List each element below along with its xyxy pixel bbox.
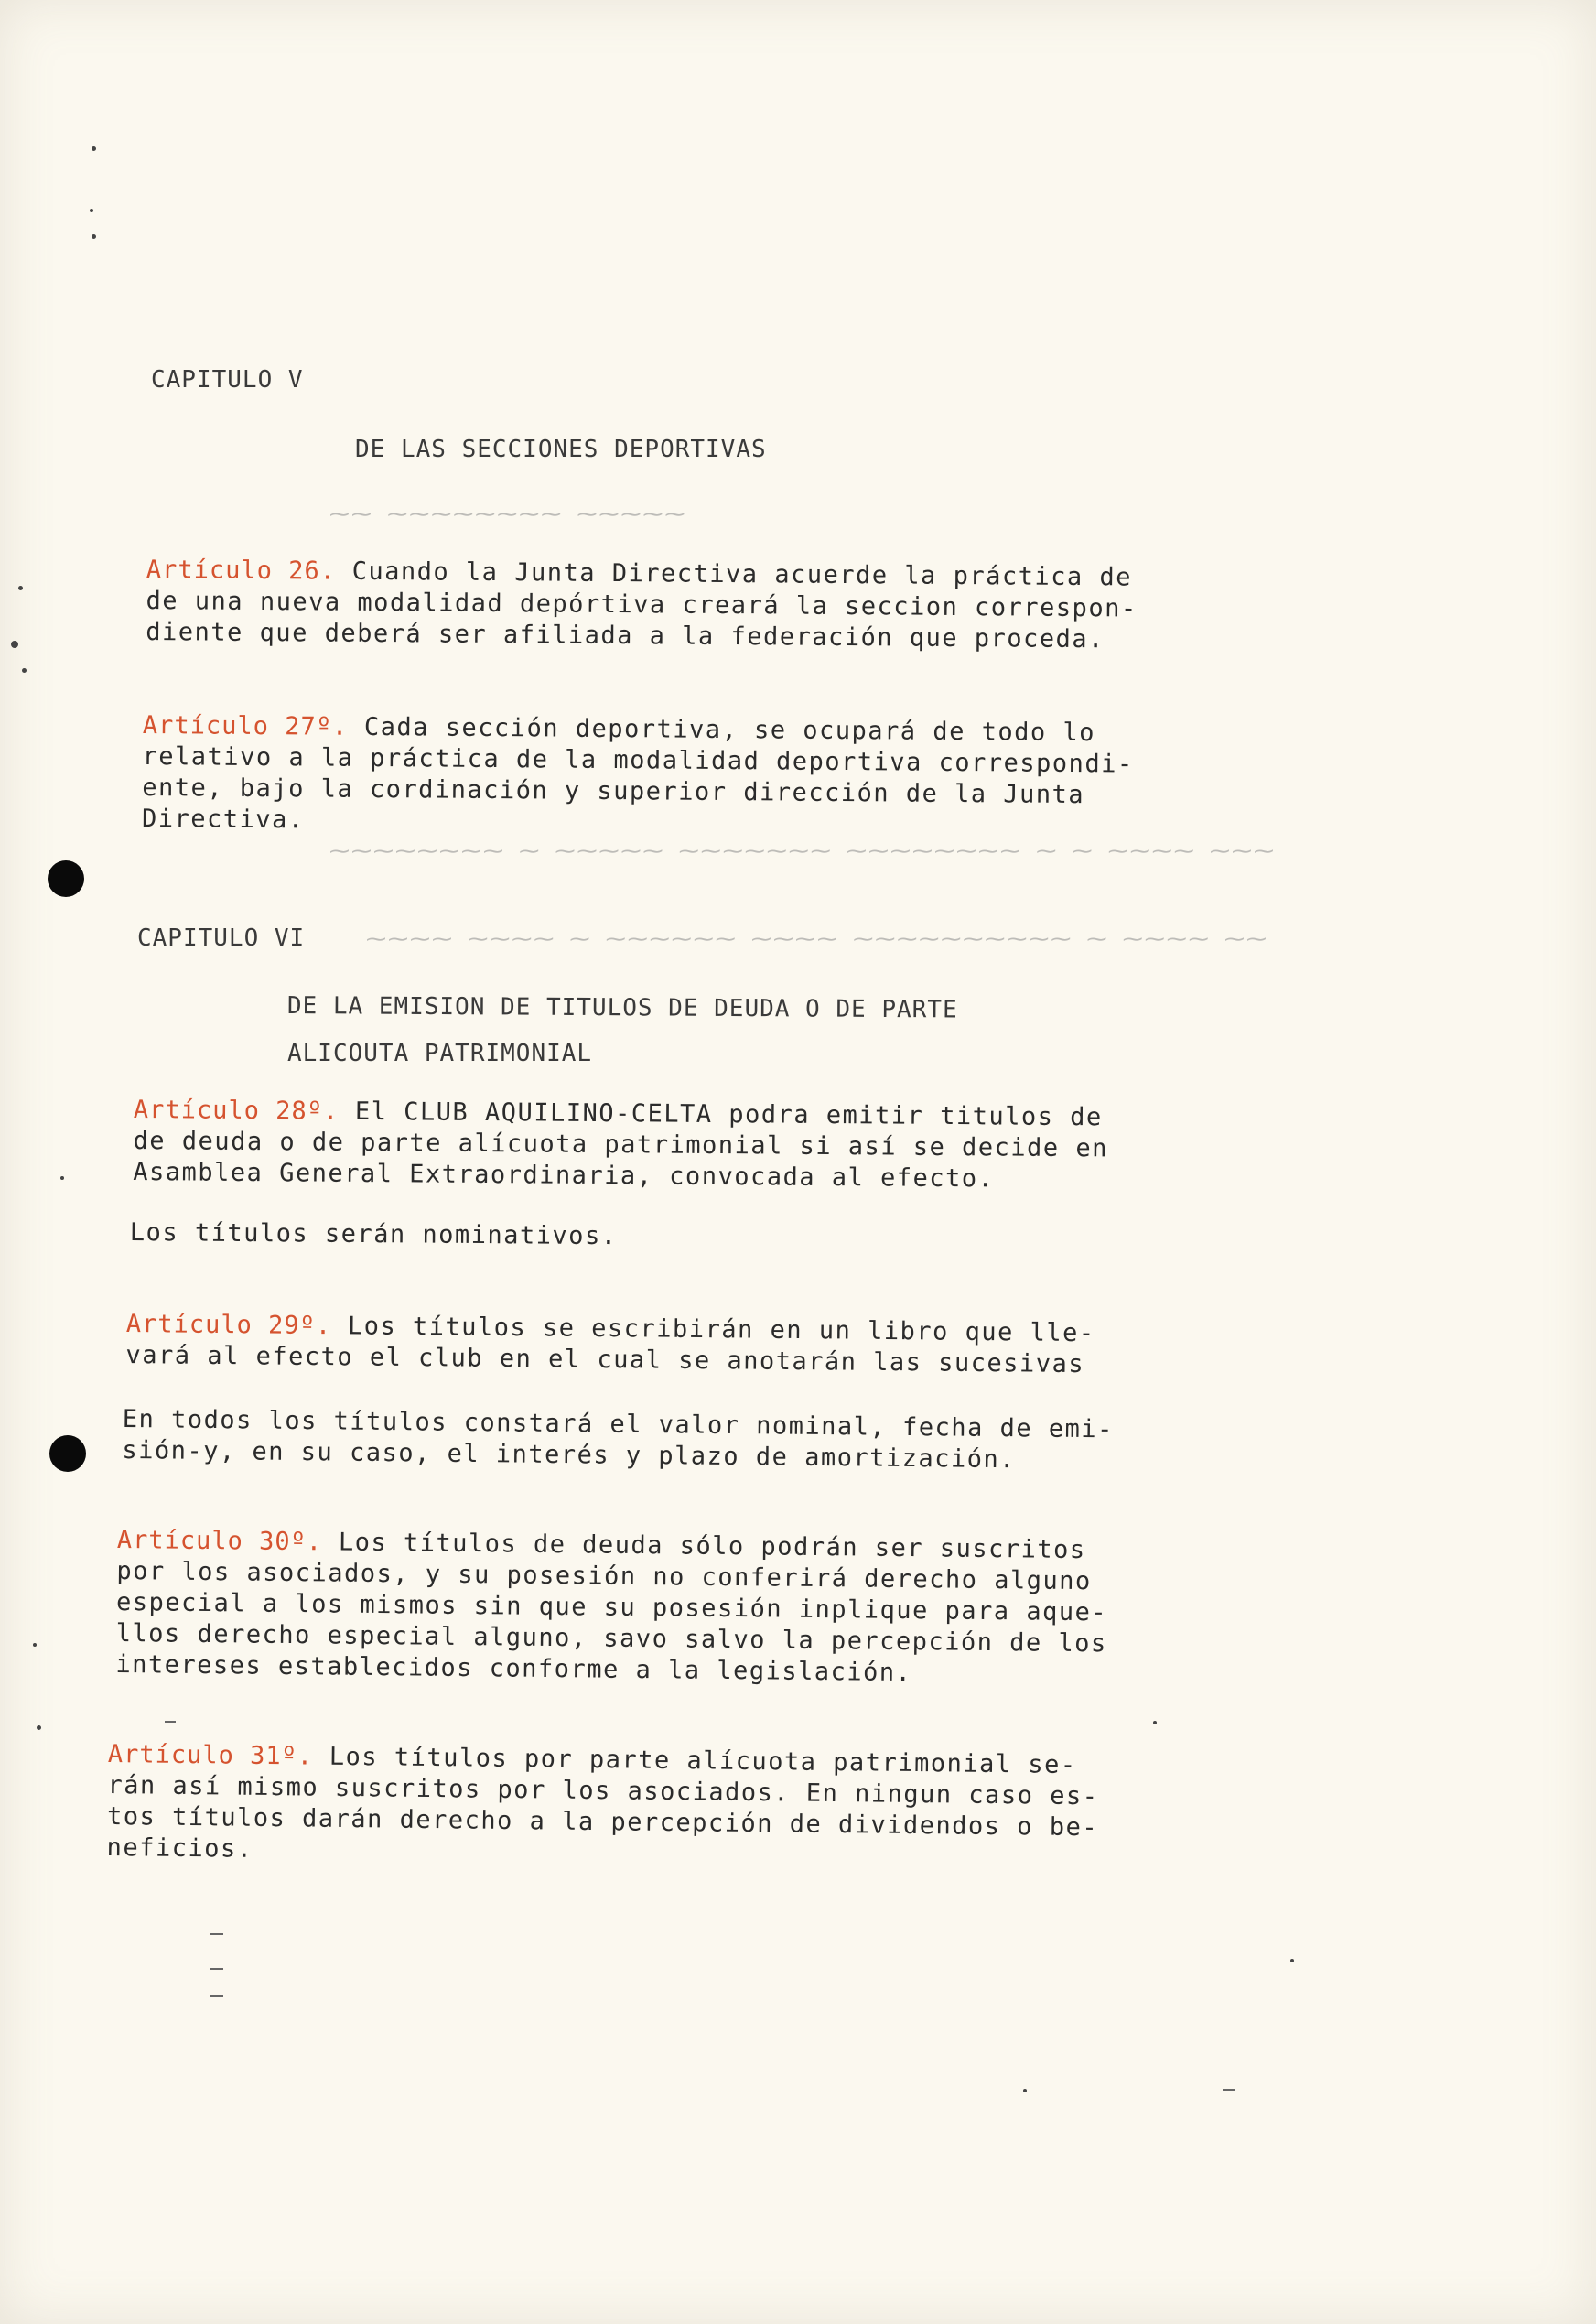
ink-speck [18, 586, 23, 590]
article-31 [106, 1739, 1099, 1875]
ink-speck [1023, 2089, 1027, 2092]
article-text-line: Cada sección deportiva, se ocupará de todo lo [363, 712, 1096, 748]
article-text-line: sión-y, en su caso, el interés y plazo de amortización. [122, 1435, 1017, 1475]
article-label: Artículo 28º. [133, 1096, 340, 1126]
article-29 [125, 1309, 1095, 1380]
article-label: Artículo 30º. [116, 1526, 323, 1557]
article-26 [146, 555, 1138, 656]
article-text-line: de deuda o de parte alícuota patrimonial si así se decide en [133, 1126, 1109, 1163]
article-text-line: por los asociados, y su posesión no conferirá derecho alguno [116, 1556, 1092, 1596]
stray-dash [165, 1721, 176, 1723]
ink-speck [11, 641, 18, 648]
article-text-line: de una nueva modalidad depórtiva creará la seccion correspon- [146, 586, 1138, 623]
ink-speck [92, 234, 96, 239]
article-label: Artículo 29º. [125, 1310, 332, 1341]
article-text-line: Los títulos de deuda sólo podrán ser suscritos [338, 1528, 1086, 1565]
article-label: Artículo 31º. [107, 1739, 314, 1771]
chapter-heading: CAPITULO VI [137, 924, 306, 952]
chapter-title: DE LAS SECCIONES DEPORTIVAS [355, 436, 767, 463]
article-text-line: Los títulos serán nominativos. [129, 1218, 618, 1251]
ink-speck [33, 1643, 37, 1647]
chapter-title-line: DE LA EMISION DE TITULOS DE DEUDA O DE PARTE [286, 992, 958, 1024]
article-text-line: Directiva. [141, 804, 305, 835]
article-27 [142, 710, 1134, 843]
article-text-line: relativo a la práctica de la modalidad deportiva correspondi- [142, 741, 1134, 779]
bleed-through-mark: ⁓⁓⁓⁓⁓⁓⁓⁓ ⁓ ⁓⁓⁓⁓⁓ ⁓⁓⁓⁓⁓⁓⁓ ⁓⁓⁓⁓⁓⁓⁓⁓ ⁓ ⁓ ⁓⁓⁓⁓ ⁓⁓⁓ [329, 840, 1276, 863]
article-text-line: rán así mismo suscritos por los asociados. En ningun caso es- [107, 1770, 1099, 1811]
stray-dash [210, 1995, 223, 1997]
punch-hole-bottom [49, 1435, 86, 1472]
ink-speck [60, 1176, 64, 1180]
article-text-line: Los títulos se escribirán en un libro que lle- [347, 1312, 1095, 1348]
article-text-line: vará al efecto el club en el cual se anotarán las sucesivas [125, 1340, 1085, 1379]
ink-speck [1153, 1721, 1157, 1724]
article-text-line: Los títulos por parte alícuota patrimonial se- [329, 1742, 1077, 1780]
article-label: Artículo 27º. [142, 710, 349, 741]
article-text-line: diente que deberá ser afiliada a la federación que proceda. [146, 617, 1105, 654]
ink-speck [1290, 1959, 1294, 1962]
article-text-line: especial a los mismos sin que su posesión inplique para aque- [115, 1587, 1108, 1627]
article-29-continued [122, 1404, 1114, 1476]
ink-speck [90, 209, 93, 212]
article-text-line: El CLUB AQUILINO-CELTA podra emitir titulos de [354, 1097, 1103, 1132]
stray-dash [210, 1968, 223, 1970]
stray-dash [210, 1933, 223, 1935]
ink-speck [37, 1725, 41, 1730]
article-text-line: llos derecho especial alguno, savo salvo la percepción de los [115, 1618, 1107, 1659]
article-label: Artículo 26. [146, 555, 337, 586]
article-text-line: ente, bajo la cordinación y superior dirección de la Junta [142, 773, 1085, 810]
chapter-title-line: ALICOUTA PATRIMONIAL [287, 1040, 593, 1067]
article-text-line: Cuando la Junta Directiva acuerde la práctica de [351, 557, 1133, 592]
ink-speck [92, 146, 96, 151]
chapter-heading: CAPITULO V [151, 366, 304, 394]
bleed-through-mark: ⁓⁓⁓⁓ ⁓⁓⁓⁓ ⁓ ⁓⁓⁓⁓⁓⁓ ⁓⁓⁓⁓ ⁓⁓⁓⁓⁓⁓⁓⁓⁓⁓ ⁓ ⁓⁓⁓⁓ ⁓⁓ [366, 928, 1268, 951]
article-text-line: Asamblea General Extraordinaria, convocada al efecto. [133, 1157, 995, 1194]
article-text-line: neficios. [106, 1832, 253, 1864]
article-text-line: intereses establecidos conforme a la legislación. [115, 1649, 912, 1688]
article-28 [133, 1095, 1108, 1195]
article-text-line: tos títulos darán derecho a la percepción de dividendos o be- [106, 1801, 1099, 1843]
ink-speck [22, 668, 27, 673]
article-30 [115, 1525, 1108, 1691]
article-text-line: En todos los títulos constará el valor nominal, fecha de emi- [122, 1405, 1115, 1444]
bleed-through-mark: ⁓⁓ ⁓⁓⁓⁓⁓⁓⁓⁓ ⁓⁓⁓⁓⁓ [329, 503, 687, 526]
punch-hole-top [48, 860, 84, 897]
stray-dash [1223, 2089, 1235, 2091]
